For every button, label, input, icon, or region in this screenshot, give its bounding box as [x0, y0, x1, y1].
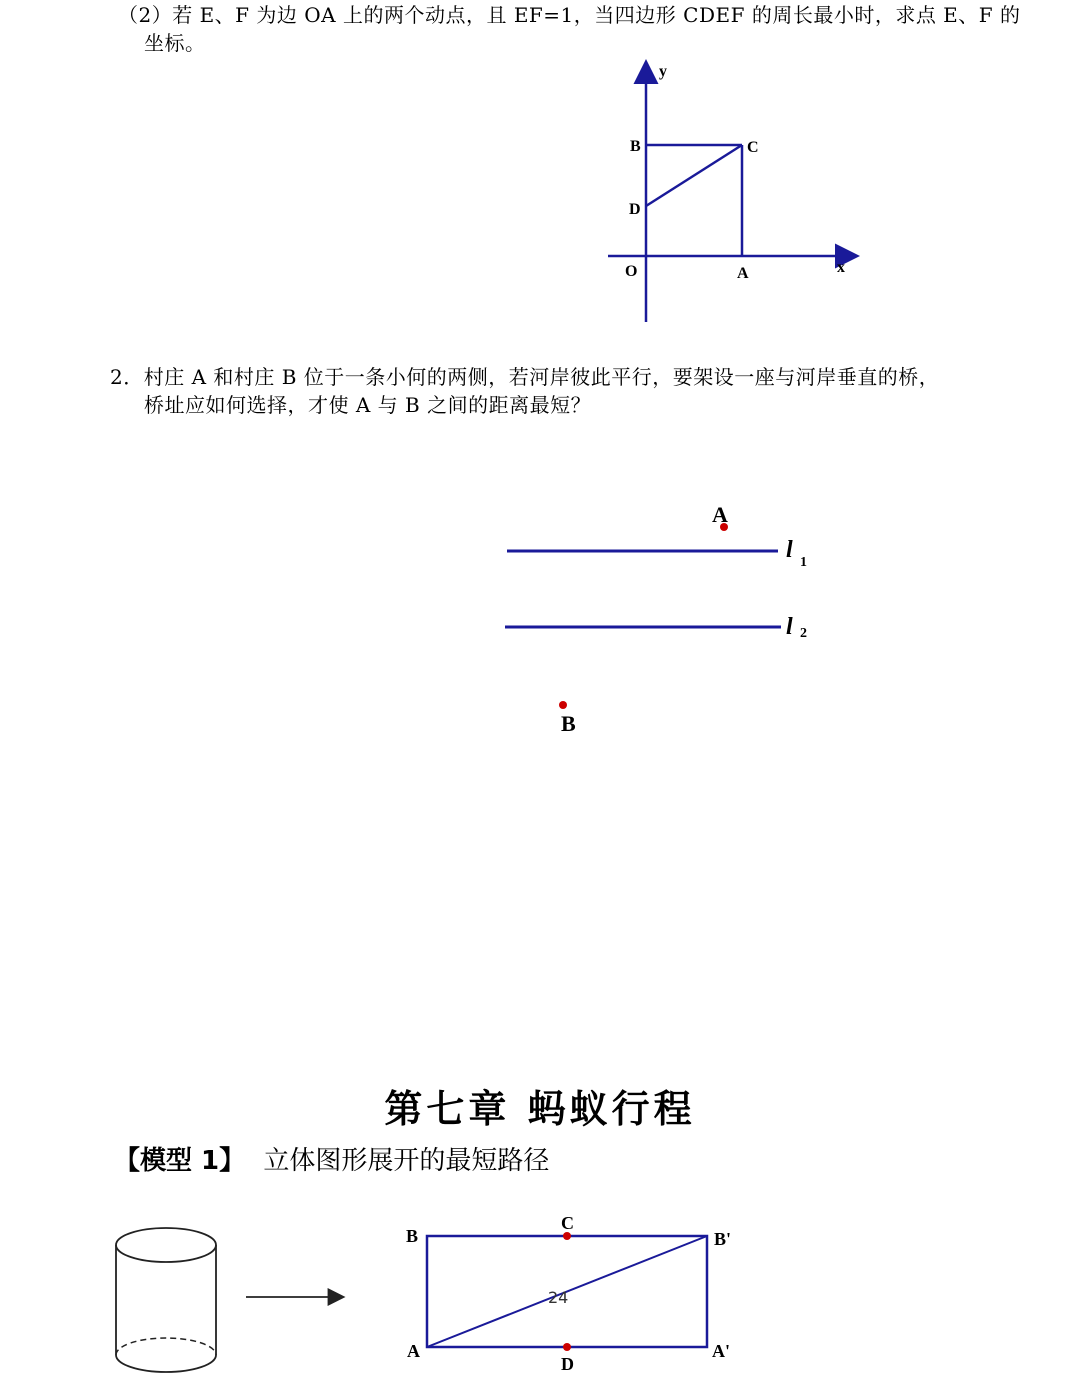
- village-b-dot: [559, 701, 567, 709]
- rect-label-c: C: [561, 1213, 574, 1233]
- rect-label-b: B: [406, 1226, 419, 1246]
- problem-part2-line1: （2）若 E、F 为边 OA 上的两个动点，且 EF=1，当四边形 CDEF 的周长最小时，求点 E、F 的: [118, 3, 1021, 27]
- model-title: 立体图形展开的最短路径: [263, 1146, 550, 1176]
- unfolded-rectangle-figure: [406, 1213, 731, 1374]
- l2-letter: l: [786, 614, 793, 640]
- l2-subscript: 2: [800, 626, 807, 641]
- segment-dc: [646, 145, 742, 206]
- diagonal-length-label: 24: [548, 1288, 569, 1307]
- rect-label-bprime: B': [714, 1229, 732, 1249]
- origin-label: O: [625, 263, 638, 280]
- cylinder-top: [116, 1228, 216, 1262]
- l1-subscript: 1: [800, 555, 807, 570]
- river-figure: [505, 502, 807, 736]
- point-d-dot: [563, 1343, 571, 1351]
- problem2-line1: 2．村庄 A 和村庄 B 位于一条小何的两侧，若河岸彼此平行，要架设一座与河岸垂直的桥，: [110, 365, 940, 389]
- chapter-title: 第七章 蚂蚁行程: [384, 1087, 696, 1131]
- cylinder-figure: [116, 1228, 216, 1372]
- cylinder-bottom-front: [116, 1355, 216, 1372]
- problem2-line2: 桥址应如何选择，才使 A 与 B 之间的距离最短？: [144, 393, 592, 417]
- x-axis-label: x: [837, 259, 845, 276]
- point-b-label: B: [630, 138, 641, 155]
- village-b-label: B: [561, 711, 576, 736]
- cylinder-bottom-back: [116, 1338, 216, 1355]
- problem-part2-line2: 坐标。: [144, 31, 206, 55]
- model-bracket-label: 【模型 1】: [114, 1146, 246, 1176]
- village-a-label: A: [712, 502, 728, 527]
- y-axis-label: y: [659, 63, 667, 80]
- point-c-dot: [563, 1232, 571, 1240]
- rect-label-a: A: [407, 1341, 420, 1361]
- point-d-label: D: [629, 201, 641, 218]
- l1-letter: l: [786, 537, 793, 563]
- point-c-label: C: [747, 139, 759, 156]
- point-a-label: A: [737, 265, 749, 282]
- coordinate-figure: [608, 63, 855, 322]
- rect-label-aprime: A': [712, 1341, 730, 1361]
- rect-label-d: D: [561, 1354, 574, 1374]
